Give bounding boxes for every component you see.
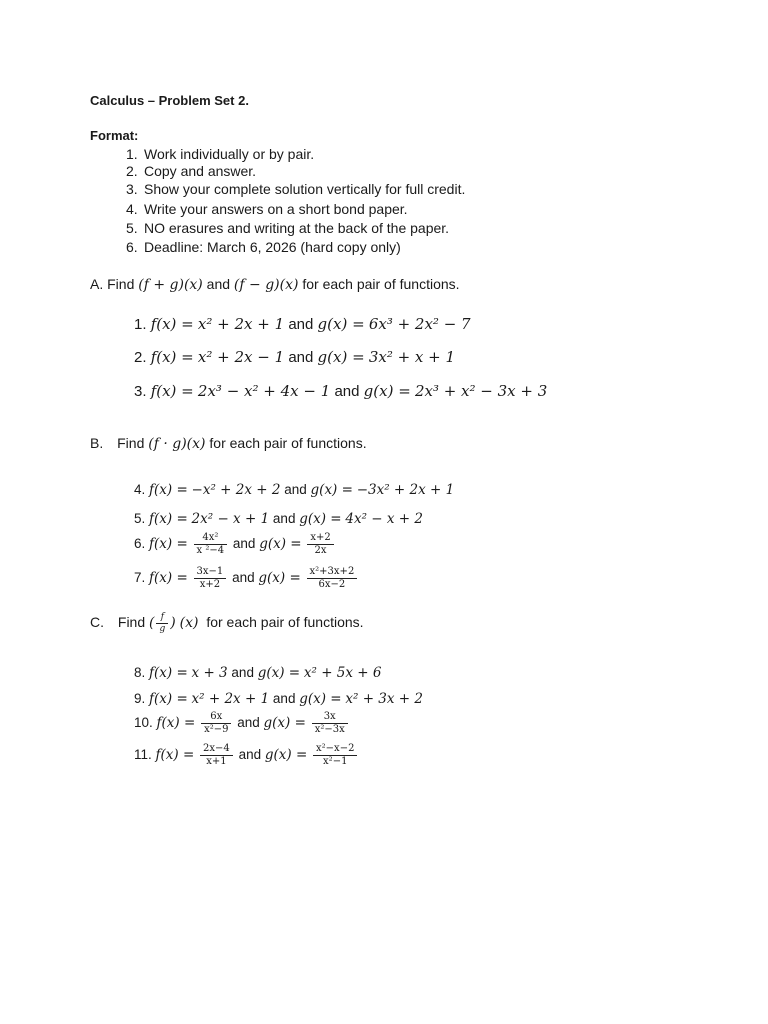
section-instruction: for each pair of functions. (302, 276, 460, 292)
problem-number: 8. (134, 665, 146, 680)
g-numerator: 3x (323, 711, 336, 722)
f-expression: 2x³ − x² + 4x − 1 (197, 382, 331, 400)
g-expression: 3x² + x + 1 (368, 348, 456, 366)
problem-number: 1. (134, 316, 147, 333)
problem-number: 6. (134, 536, 146, 552)
f-denominator: x ²−4 (194, 544, 228, 557)
problem-item (134, 315, 471, 333)
f-label: f(x) = (150, 348, 194, 366)
item-number: 5. (126, 220, 138, 236)
format-item (126, 220, 450, 236)
item-number: 2. (126, 163, 138, 179)
section-letter: C. (90, 614, 104, 631)
problem-number: 10. (134, 715, 153, 731)
f-fraction (194, 566, 227, 591)
problem-item (134, 511, 423, 527)
format-label: Format: (90, 128, 139, 143)
section-b-heading (90, 435, 367, 452)
g-expression: x² + 5x + 6 (303, 665, 382, 681)
format-item (126, 163, 257, 179)
g-label: g(x) = (258, 570, 301, 587)
f-fraction (200, 743, 233, 768)
item-text: NO erasures and writing at the back of the paper. (144, 220, 450, 236)
section-expression: (f + g)(x) (138, 277, 203, 293)
g-denominator: 2x (307, 544, 333, 557)
section-expression: (x) (179, 615, 199, 632)
g-fraction (307, 532, 333, 557)
and-word: and (288, 349, 314, 366)
f-fraction (201, 711, 231, 736)
g-numerator: x²+3x+2 (309, 566, 355, 577)
item-text: Deadline: March 6, 2026 (hard copy only) (144, 239, 401, 255)
and-word: and (334, 383, 360, 400)
g-numerator: x²−x−2 (316, 743, 355, 754)
f-expression: x² + 2x − 1 (197, 348, 285, 366)
section-expression: (f − g)(x) (233, 277, 299, 293)
problem-number: 2. (134, 349, 147, 366)
section-find: Find (117, 435, 145, 451)
f-label: f(x) = (149, 691, 188, 707)
g-expression: x² + 3x + 2 (345, 691, 423, 707)
f-numerator: 4x² (202, 532, 219, 543)
format-item (126, 181, 466, 197)
problem-item (134, 532, 336, 557)
page-title: Calculus – Problem Set 2. (90, 93, 249, 108)
g-label: g(x) = (259, 536, 302, 553)
item-text: Show your complete solution vertically for full credit. (144, 181, 466, 197)
problem-item (134, 691, 423, 707)
f-denominator: x+1 (200, 755, 233, 768)
f-label: f(x) = (149, 511, 188, 527)
f-label: f(x) = (149, 665, 188, 681)
problem-number: 3. (134, 383, 147, 400)
item-text: Copy and answer. (144, 163, 257, 179)
fraction-numerator: f (160, 612, 165, 622)
g-label: g(x) = (310, 482, 353, 498)
section-letter: B. (90, 435, 104, 451)
problem-item (134, 711, 350, 736)
format-item (126, 239, 401, 255)
problem-number: 11. (134, 747, 152, 763)
g-fraction (313, 743, 357, 768)
problem-number: 5. (134, 511, 146, 526)
item-text: Write your answers on a short bond paper. (144, 201, 408, 217)
g-label: g(x) = (363, 382, 411, 400)
g-expression: 6x³ + 2x² − 7 (368, 315, 471, 333)
item-number: 6. (126, 239, 138, 255)
section-and: and (206, 276, 231, 292)
g-numerator: x+2 (310, 532, 331, 543)
section-expression: (f · g)(x) (148, 436, 206, 452)
g-label: g(x) = (299, 691, 342, 707)
problem-item (134, 348, 455, 366)
f-numerator: 3x−1 (196, 566, 224, 577)
item-number: 4. (126, 201, 138, 217)
f-numerator: 2x−4 (203, 743, 230, 754)
f-expression: x² + 2x + 1 (197, 315, 285, 333)
g-denominator: 6x−2 (307, 578, 358, 591)
problem-number: 4. (134, 482, 146, 497)
g-fraction (307, 566, 358, 591)
section-instruction: for each pair of functions. (206, 614, 364, 631)
format-item (126, 201, 408, 217)
item-number: 1. (126, 146, 138, 162)
f-label: f(x) = (149, 482, 188, 498)
and-word: and (272, 691, 296, 706)
g-label: g(x) = (263, 715, 306, 732)
and-word: and (237, 715, 260, 731)
f-label: f(x) = (156, 715, 196, 732)
g-label: g(x) = (317, 348, 365, 366)
f-denominator: x+2 (194, 578, 227, 591)
f-expression: −x² + 2x + 2 (191, 482, 281, 498)
format-item (126, 146, 315, 162)
section-a-heading (90, 276, 460, 293)
g-label: g(x) = (264, 747, 308, 764)
problem-item (134, 382, 547, 400)
fraction-denominator: g (156, 623, 168, 635)
g-label: g(x) = (317, 315, 365, 333)
f-label: f(x) = (149, 536, 188, 553)
g-expression: 2x³ + x² − 3x + 3 (414, 382, 548, 400)
and-word: and (231, 665, 254, 680)
section-find: Find (117, 614, 146, 631)
g-label: g(x) = (257, 665, 301, 681)
and-word: and (232, 570, 255, 586)
f-expression: 2x² − x + 1 (191, 511, 270, 527)
f-label: f(x) = (150, 315, 194, 333)
and-word: and (272, 511, 296, 526)
item-number: 3. (126, 181, 138, 197)
f-label: f(x) = (155, 747, 195, 764)
problem-item (134, 482, 454, 498)
f-over-g-fraction (156, 612, 168, 635)
f-expression: x + 3 (191, 665, 228, 681)
g-denominator: x²−3x (312, 723, 348, 736)
g-expression: 4x² − x + 2 (345, 511, 423, 527)
f-fraction (194, 532, 228, 557)
g-fraction (312, 711, 348, 736)
problem-item (134, 743, 359, 768)
problem-item (134, 665, 382, 681)
and-word: and (288, 316, 314, 333)
problem-item (134, 566, 359, 591)
problem-number: 9. (134, 691, 146, 706)
f-numerator: 6x (210, 711, 223, 722)
g-expression: −3x² + 2x + 1 (356, 482, 455, 498)
and-word: and (284, 482, 307, 497)
section-find: Find (107, 276, 135, 292)
f-label: f(x) = (149, 570, 188, 587)
g-denominator: x²−1 (313, 755, 357, 768)
and-word: and (232, 536, 256, 552)
item-text: Work individually or by pair. (144, 146, 315, 162)
f-expression: x² + 2x + 1 (191, 691, 270, 707)
and-word: and (238, 747, 262, 763)
section-instruction: for each pair of functions. (209, 435, 367, 451)
f-label: f(x) = (150, 382, 194, 400)
section-c-heading: C. Find ( $\frac{f}{g}$ ) (x) for each pair of functions. (90, 612, 364, 634)
f-denominator: x²−9 (201, 723, 231, 736)
g-label: g(x) = (299, 511, 342, 527)
section-letter: A. (90, 276, 104, 292)
problem-number: 7. (134, 570, 146, 586)
